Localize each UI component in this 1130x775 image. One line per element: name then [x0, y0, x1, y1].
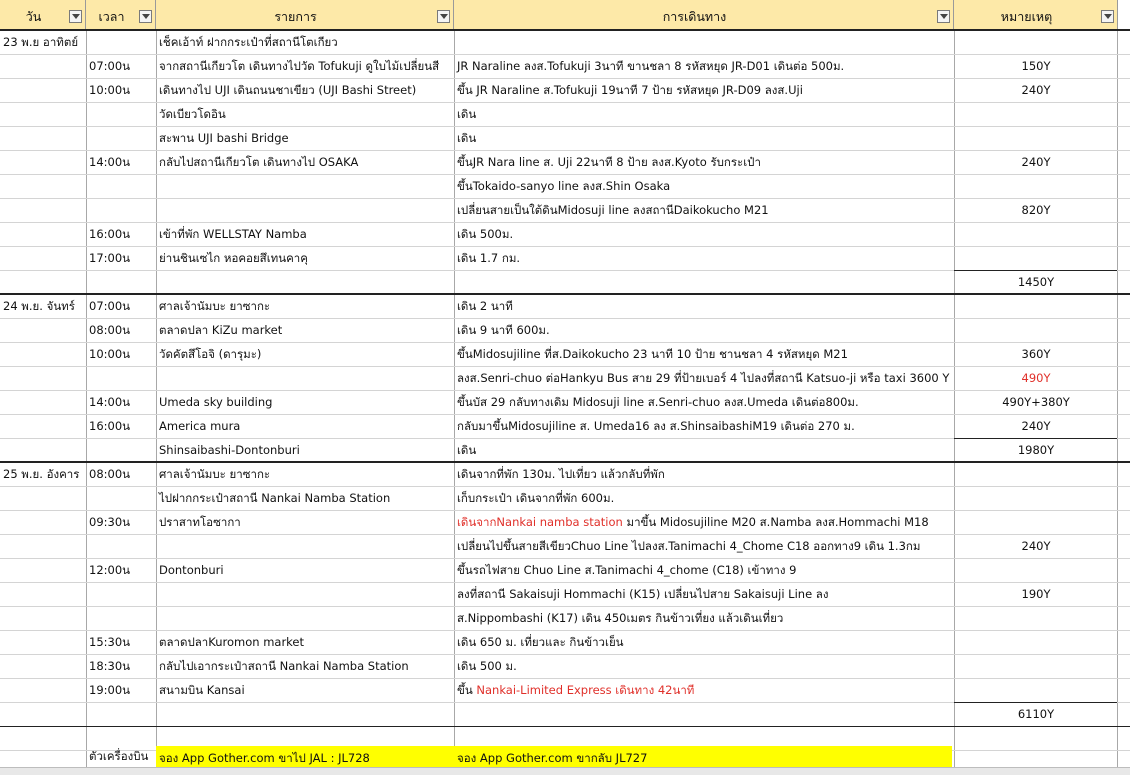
- cell-time[interactable]: 16:00น: [89, 419, 131, 433]
- cell-travel[interactable]: ขึ้นMidosujiline ที่ส.Daikokucho 23 นาที 10 ป้าย ชานชลา 4 รหัสหยุด M21: [457, 347, 848, 361]
- header-note[interactable]: [954, 0, 1118, 30]
- cell-time[interactable]: 18:30น: [89, 659, 131, 673]
- cell-travel[interactable]: กลับมาขึ้นMidosujiline ส. Umeda16 ลง ส.ShinsaibashiM19 เดินต่อ 270 ม.: [457, 419, 855, 433]
- cell-travel[interactable]: [454, 702, 954, 726]
- cell-time[interactable]: [86, 582, 156, 606]
- cell-time[interactable]: 07:00น: [89, 59, 131, 73]
- cell-item[interactable]: ไปฝากกระเป๋าสถานี Nankai Namba Station: [159, 491, 391, 505]
- filter-dropdown-icon[interactable]: [69, 10, 82, 23]
- cell-day[interactable]: [0, 726, 86, 750]
- filter-dropdown-icon[interactable]: [437, 10, 450, 23]
- cell-note[interactable]: [954, 30, 1118, 54]
- cell-time[interactable]: 15:30น: [89, 635, 131, 649]
- header-extra: [1118, 0, 1130, 30]
- cell-note[interactable]: [954, 294, 1118, 318]
- cell-time[interactable]: [86, 534, 156, 558]
- cell-note[interactable]: 1450Y: [1017, 275, 1055, 289]
- cell-travel[interactable]: JR Naraline ลงส.Tofukuji 3นาที ขานชลา 8 รหัสหยุด JR-D01 เดินต่อ 500ม.: [457, 59, 845, 73]
- cell-note[interactable]: [954, 726, 1118, 750]
- cell-travel[interactable]: เก็บกระเป๋า เดินจากที่พัก 600ม.: [457, 491, 615, 505]
- cell-item[interactable]: จากสถานีเกียวโต เดินทางไปวัด Tofukuji ดูใบไม้เปลี่ยนสี: [159, 59, 440, 73]
- cell-item[interactable]: เดินทางไป UJI เดินถนนชาเขียว (UJI Bashi Street): [159, 83, 417, 97]
- cell-day[interactable]: [0, 150, 86, 174]
- red-text: Nankai-Limited Express เดินทาง 42นาที: [476, 683, 695, 697]
- cell-time[interactable]: [86, 606, 156, 630]
- cell-day[interactable]: [0, 606, 86, 630]
- cell-day[interactable]: [0, 318, 86, 342]
- cell-travel[interactable]: เดิน 650 ม. เที่ยวและ กินข้าวเย็น: [457, 635, 624, 649]
- cell-note[interactable]: [954, 558, 1118, 582]
- cell-time[interactable]: 16:00น: [89, 227, 131, 241]
- header-time-label: เวลา: [98, 9, 125, 24]
- cell-item[interactable]: ศาลเจ้านัมบะ ยาซากะ: [159, 467, 271, 481]
- cell-day[interactable]: 25 พ.ย. อังคาร: [3, 467, 80, 481]
- cell-item[interactable]: เข้าที่พัก WELLSTAY Namba: [159, 227, 307, 241]
- cell-note[interactable]: [954, 246, 1118, 270]
- cell-travel[interactable]: เดิน 2 นาที: [457, 299, 513, 313]
- cell-item[interactable]: กลับไปเอากระเป๋าสถานี Nankai Namba Station: [159, 659, 409, 673]
- cell-note[interactable]: [954, 510, 1118, 534]
- cell-item[interactable]: [156, 174, 454, 198]
- cell-note[interactable]: [954, 486, 1118, 510]
- cell-day[interactable]: [0, 342, 86, 366]
- cell-time[interactable]: 14:00น: [89, 395, 131, 409]
- travel-text: ขึ้น: [457, 683, 477, 697]
- subtotal-border: [954, 294, 1117, 295]
- cell-note[interactable]: [954, 126, 1118, 150]
- cell-day[interactable]: [0, 414, 86, 438]
- day-separator: [0, 29, 1130, 31]
- cell-note[interactable]: [954, 654, 1118, 678]
- cell-item[interactable]: สะพาน UJI bashi Bridge: [159, 131, 289, 145]
- cell-time[interactable]: 07:00น: [89, 299, 131, 313]
- cell-item[interactable]: เช็คเอ้าท์ ฝากกระเป๋าที่สถานีโตเกียว: [159, 35, 338, 49]
- cell-item[interactable]: วัดเบียวโดอิน: [159, 107, 226, 121]
- cell-travel[interactable]: ส.Nippombashi (K17) เดิน 450เมตร กินข้าวเที่ยง แล้วเดินเที่ยว: [457, 611, 784, 625]
- cell-travel[interactable]: เดินจากที่พัก 130ม. ไปเที่ยว แล้วกลับที่พัก: [457, 467, 665, 481]
- cell-item[interactable]: Shinsaibashi-Dontonburi: [159, 443, 300, 457]
- cell-note[interactable]: [954, 630, 1118, 654]
- cell-item[interactable]: ปราสาทโอซากา: [159, 515, 241, 529]
- cell-day[interactable]: [0, 102, 86, 126]
- cell-note[interactable]: 490Y+380Y: [1002, 395, 1070, 409]
- cell-day[interactable]: 24 พ.ย. จันทร์: [3, 299, 75, 313]
- cell-time[interactable]: [86, 366, 156, 390]
- cell-day[interactable]: [0, 222, 86, 246]
- flight-outbound[interactable]: จอง App Gother.com ขาไป JAL : JL728: [159, 751, 370, 765]
- cell-item[interactable]: [156, 702, 454, 726]
- filter-dropdown-icon[interactable]: [139, 10, 152, 23]
- cell-item[interactable]: [156, 606, 454, 630]
- cell-day[interactable]: [0, 558, 86, 582]
- cell-time[interactable]: [86, 486, 156, 510]
- cell-note[interactable]: 150Y: [1021, 59, 1051, 73]
- cell-time[interactable]: 12:00น: [89, 563, 131, 577]
- cell-note[interactable]: [954, 222, 1118, 246]
- cell-day[interactable]: [0, 654, 86, 678]
- cell-time[interactable]: 17:00น: [89, 251, 131, 265]
- cell-travel[interactable]: [454, 30, 954, 54]
- header-note-label: หมายเหตุ: [1000, 9, 1053, 24]
- cell-item[interactable]: ย่านชินเซไก หอคอยสึเทนคาคุ: [159, 251, 308, 265]
- cell-travel[interactable]: เดิน 1.7 กม.: [457, 251, 521, 265]
- cell-note[interactable]: 240Y: [1021, 155, 1051, 169]
- cell-day[interactable]: [0, 54, 86, 78]
- cell-note[interactable]: [954, 678, 1118, 702]
- red-text: เดินจากNankai namba station: [457, 515, 623, 529]
- subtotal-border: [954, 270, 1117, 271]
- cell-time[interactable]: 10:00น: [89, 83, 131, 97]
- cell-item[interactable]: Umeda sky building: [159, 395, 273, 409]
- cell-day[interactable]: [0, 630, 86, 654]
- cell-time[interactable]: 08:00น: [89, 323, 131, 337]
- cell-day[interactable]: [0, 582, 86, 606]
- header-item[interactable]: [156, 0, 454, 30]
- cell-time[interactable]: 19:00น: [89, 683, 131, 697]
- cell-time[interactable]: 14:00น: [89, 155, 131, 169]
- cell-item[interactable]: สนามบิน Kansai: [159, 683, 245, 697]
- header-travel-label: การเดินทาง: [662, 9, 727, 24]
- cell-note[interactable]: 360Y: [1021, 347, 1051, 361]
- cell-item[interactable]: [156, 534, 454, 558]
- header-day[interactable]: [0, 0, 86, 30]
- cell-travel[interactable]: [454, 678, 954, 702]
- cell-day[interactable]: [0, 510, 86, 534]
- header-day-label: วัน: [25, 9, 42, 24]
- cell-note[interactable]: 240Y: [1021, 83, 1051, 97]
- cell-time[interactable]: [86, 198, 156, 222]
- cell-day[interactable]: [0, 390, 86, 414]
- cell-note[interactable]: [954, 606, 1118, 630]
- cell-travel[interactable]: ขึ้น JR Naraline ส.Tofukuji 19นาที 7 ป้าย รหัสหยุด JR-D09 ลงส.Uji: [457, 83, 803, 97]
- cell-note[interactable]: [954, 102, 1118, 126]
- cell-note[interactable]: 1980Y: [1017, 443, 1055, 457]
- cell-day[interactable]: [0, 174, 86, 198]
- cell-day[interactable]: [0, 534, 86, 558]
- cell-note[interactable]: 240Y: [1021, 419, 1051, 433]
- cell-travel[interactable]: ขึ้นรถไฟสาย Chuo Line ส.Tanimachi 4_chome (C18) เข้าทาง 9: [457, 563, 797, 577]
- travel-text: มาขึ้น Midosujiline M20 ส.Namba ลงส.Hommachi M18: [622, 515, 929, 529]
- cell-day[interactable]: [0, 678, 86, 702]
- cell-note[interactable]: 6110Y: [1017, 707, 1055, 721]
- cell-time[interactable]: [86, 270, 156, 294]
- cell-time[interactable]: [86, 438, 156, 462]
- cell-travel[interactable]: ขึ้นTokaido-sanyo line ลงส.Shin Osaka: [457, 179, 671, 193]
- cell-item[interactable]: ตลาดปลา KiZu market: [159, 323, 283, 337]
- subtotal-border: [954, 438, 1117, 439]
- cell-travel[interactable]: [454, 270, 954, 294]
- cell-time[interactable]: 08:00น: [89, 467, 131, 481]
- header-time[interactable]: [86, 0, 156, 30]
- header-travel[interactable]: [454, 0, 954, 30]
- cell-time[interactable]: [86, 102, 156, 126]
- cell-day[interactable]: [0, 486, 86, 510]
- filter-dropdown-icon[interactable]: [937, 10, 950, 23]
- cell-travel[interactable]: เดิน: [457, 107, 477, 121]
- table-bottom-border: [0, 726, 1130, 727]
- cell-travel[interactable]: เดิน: [457, 443, 477, 457]
- cell-item[interactable]: กลับไปสถานีเกียวโต เดินทางไป OSAKA: [159, 155, 359, 169]
- cell-travel[interactable]: ลงส.Senri-chuo ต่อHankyu Bus สาย 29 ที่ป้ายเบอร์ 4 ไปลงที่สถานี Katsuo-ji หรือ taxi 3600 Y: [457, 371, 950, 385]
- subtotal-border: [954, 702, 1117, 703]
- cell-note[interactable]: 240Y: [1021, 539, 1051, 553]
- cell-day[interactable]: [0, 198, 86, 222]
- cell-item[interactable]: วัดคัตสึโอจิ (ดารุมะ): [159, 347, 262, 361]
- cell-time[interactable]: 10:00น: [89, 347, 131, 361]
- cell-day[interactable]: [0, 246, 86, 270]
- cell-item[interactable]: [156, 582, 454, 606]
- header-item-label: รายการ: [274, 9, 317, 24]
- cell-day[interactable]: 23 พ.ย อาทิตย์: [3, 35, 79, 49]
- cell-day[interactable]: [0, 126, 86, 150]
- flight-inbound[interactable]: จอง App Gother.com ขากลับ JL727: [457, 751, 648, 765]
- cell-travel[interactable]: เปลี่ยนไปขึ้นสายสีเขียวChuo Line ไปลงส.Tanimachi 4_Chome C18 ออกทาง9 เดิน 1.3กม: [457, 539, 921, 553]
- cell-item[interactable]: ตลาดปลาKuromon market: [159, 635, 305, 649]
- cell-note[interactable]: [954, 174, 1118, 198]
- cell-travel[interactable]: เดิน: [457, 131, 477, 145]
- cell-note[interactable]: 490Y: [1021, 371, 1051, 385]
- cell-time[interactable]: 09:30น: [89, 515, 131, 529]
- cell-item[interactable]: [156, 198, 454, 222]
- cell-note[interactable]: [954, 462, 1118, 486]
- cell-travel[interactable]: เดิน 500ม.: [457, 227, 514, 241]
- cell-note[interactable]: 820Y: [1021, 203, 1051, 217]
- cell-time[interactable]: [86, 30, 156, 54]
- cell-travel[interactable]: ขึ้นJR Nara line ส. Uji 22นาที 8 ป้าย ลงส.Kyoto รับกระเป๋า: [457, 155, 761, 169]
- cell-note[interactable]: 190Y: [1021, 587, 1051, 601]
- cell-travel[interactable]: เดิน 500 ม.: [457, 659, 517, 673]
- cell-travel[interactable]: ขึ้นบัส 29 กลับทางเดิม Midosuji line ส.Senri-chuo ลงส.Umeda เดินต่อ800ม.: [457, 395, 859, 409]
- filter-dropdown-icon[interactable]: [1101, 10, 1114, 23]
- cell-day[interactable]: [0, 78, 86, 102]
- cell-time[interactable]: [86, 702, 156, 726]
- cell-item[interactable]: America mura: [159, 419, 241, 433]
- cell-time[interactable]: [86, 126, 156, 150]
- cell-travel[interactable]: เปลี่ยนสายเป็นใต้ดินMidosuji line ลงสถานีDaikokucho M21: [457, 203, 769, 217]
- cell-day[interactable]: [0, 438, 86, 462]
- cell-day[interactable]: [0, 366, 86, 390]
- cell-time[interactable]: [86, 174, 156, 198]
- cell-item[interactable]: Dontonburi: [159, 563, 224, 577]
- cell-note[interactable]: [954, 318, 1118, 342]
- cell-item[interactable]: ศาลเจ้านัมบะ ยาซากะ: [159, 299, 271, 313]
- subtotal-border: [954, 462, 1117, 463]
- cell-travel[interactable]: [454, 510, 954, 534]
- cell-item[interactable]: [156, 366, 454, 390]
- cell-item[interactable]: [156, 270, 454, 294]
- cell-day[interactable]: [0, 270, 86, 294]
- flight-label[interactable]: ตัวเครื่องบิน: [89, 749, 149, 763]
- cell-travel[interactable]: ลงที่สถานี Sakaisuji Hommachi (K15) เปลี่ยนไปสาย Sakaisuji Line ลง: [457, 587, 829, 601]
- cell-day[interactable]: [0, 702, 86, 726]
- cell-travel[interactable]: เดิน 9 นาที 600ม.: [457, 323, 550, 337]
